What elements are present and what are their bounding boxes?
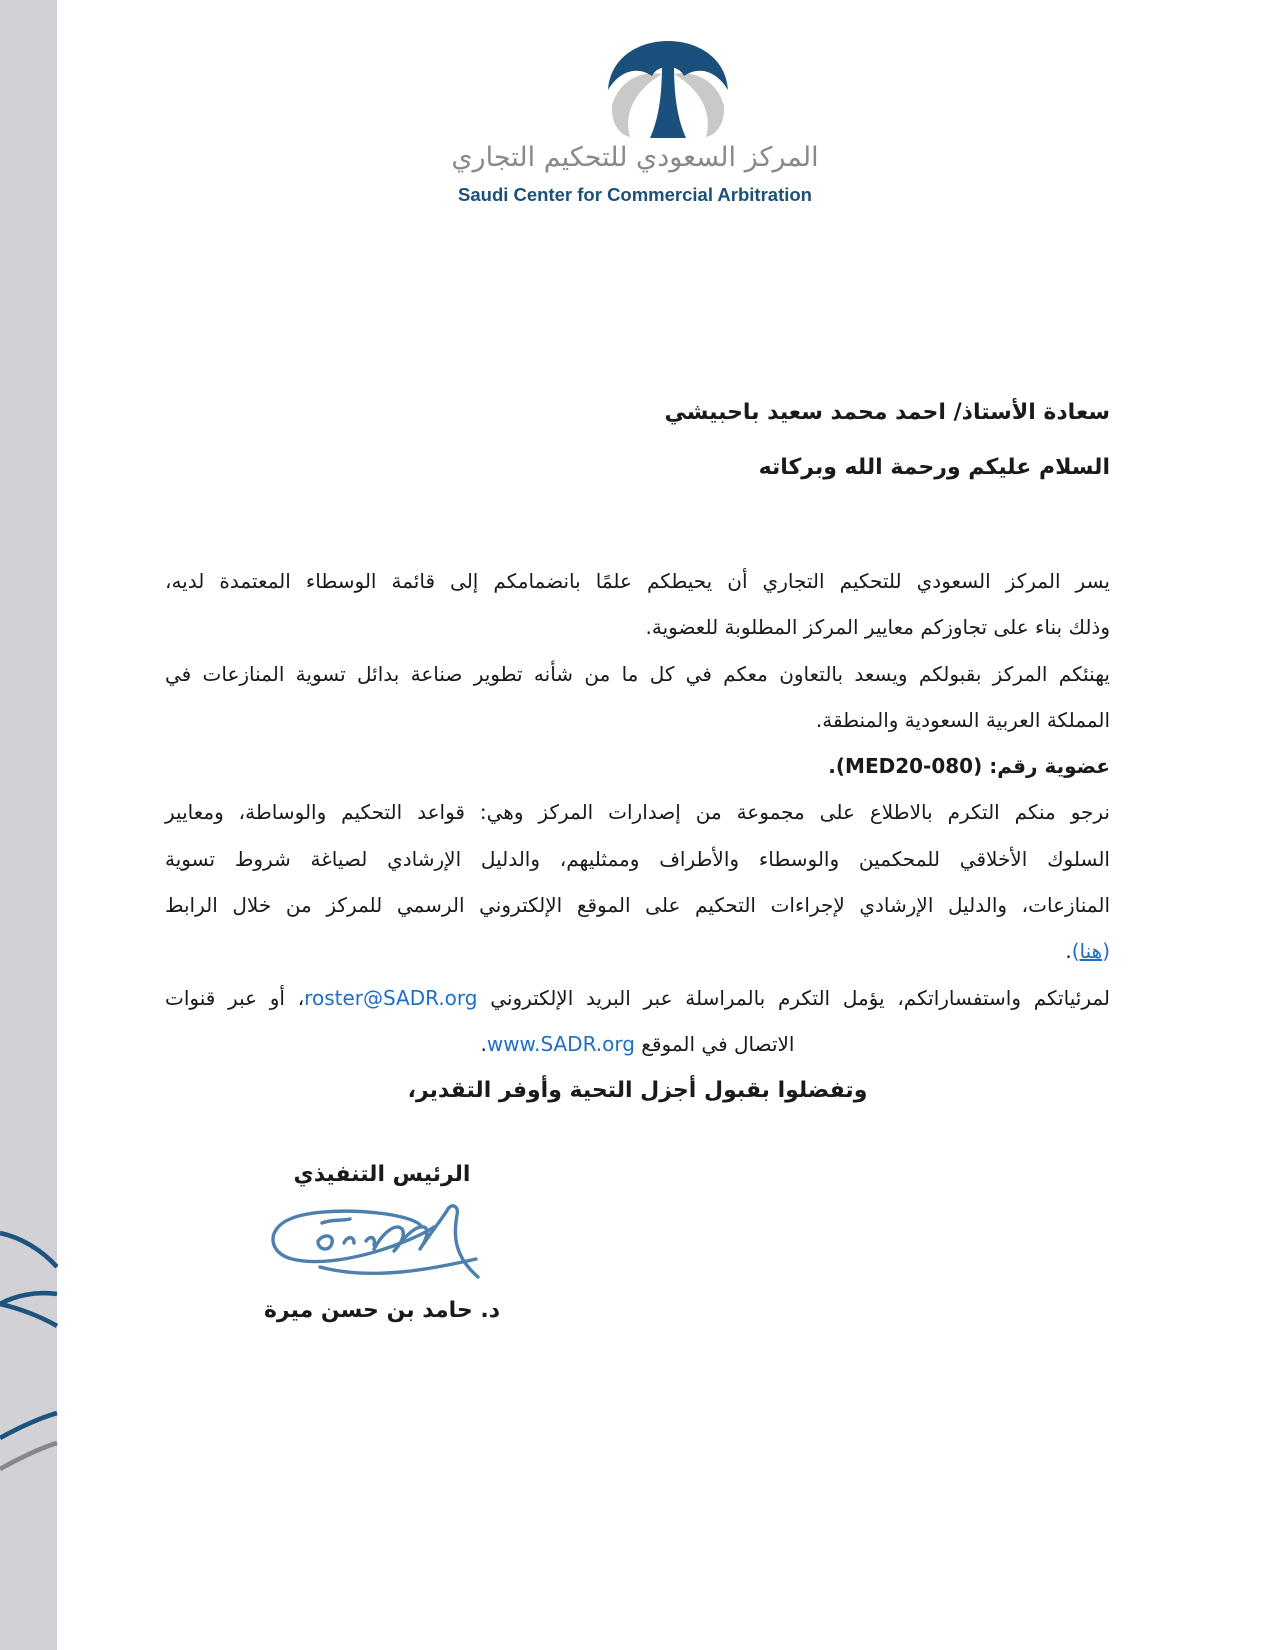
logo-arabic-name: المركز السعودي للتحكيم التجاري (451, 142, 819, 173)
signature-scribble-icon (262, 1197, 502, 1292)
palm-tree-icon (606, 36, 730, 146)
paren-open: ( (1102, 939, 1110, 964)
email-line-after: ، أو عبر قنوات (165, 985, 305, 1010)
website-line-before: الاتصال في الموقع (634, 1031, 795, 1056)
body-line-3: يهنئكم المركز بقبولكم ويسعد بالتعاون معكم في كل ما من شأنه تطوير صناعة بدائل تسوية المنازعات في (165, 661, 1110, 686)
signatory-name: د. حامد بن حسن ميرة (263, 1298, 501, 1323)
body-line-4: المملكة العربية السعودية والمنطقة. (815, 707, 1110, 732)
email-link[interactable]: roster@SADR.org (304, 985, 478, 1010)
body-line-6: نرجو منكم التكرم بالاطلاع على مجموعة من إصدارات المركز وهي: قواعد التحكيم والوساطة، ومعايير (165, 800, 1110, 825)
greeting-line: السلام عليكم ورحمة الله وبركاته (758, 455, 1110, 480)
period: . (480, 1031, 487, 1056)
body-line-7: السلوك الأخلاقي للمحكمين والوسطاء والأطراف وممثليهم، والدليل الإرشادي لصياغة شروط تسوية (165, 846, 1110, 871)
body-line-8: المنازعات، والدليل الإرشادي لإجراءات التحكيم على الموقع الإلكتروني الرسمي للمركز من خلال الرابط (165, 893, 1110, 918)
body-line-2: وذلك بناء على تجاوزكم معايير المركز المطلوبة للعضوية. (645, 615, 1110, 640)
email-line (165, 975, 1110, 1021)
here-link-line (165, 928, 1110, 974)
logo-english-name: Saudi Center for Commercial Arbitration (458, 184, 812, 205)
website-line (165, 1021, 1110, 1067)
body-line-1: يسر المركز السعودي للتحكيم التجاري أن يحيطكم علمًا بانضمامكم إلى قائمة الوسطاء المعتمدة لديه، (165, 569, 1110, 593)
signatory-title: الرئيس التنفيذي (293, 1162, 471, 1187)
email-line-before: لمرئياتكم واستفساراتكم، يؤمل التكرم بالمراسلة عبر البريد الإلكتروني (477, 985, 1111, 1010)
website-link[interactable]: www.SADR.org (486, 1031, 635, 1056)
membership-number-line: عضوية رقم: (MED20-080). (828, 754, 1110, 779)
recipient-line: سعادة الأستاذ/ احمد محمد سعيد باحبيشي (664, 400, 1110, 425)
letter-body (165, 558, 1110, 1067)
here-link[interactable]: هنا (1079, 939, 1103, 964)
closing-line: وتفضلوا بقبول أجزل التحية وأوفر التقدير، (407, 1078, 868, 1103)
left-decorative-band (0, 0, 57, 1650)
paren-close: ) (1071, 939, 1080, 964)
swoosh-curves-icon (0, 1150, 58, 1480)
signature-block (232, 1162, 532, 1323)
period: . (1065, 939, 1072, 964)
